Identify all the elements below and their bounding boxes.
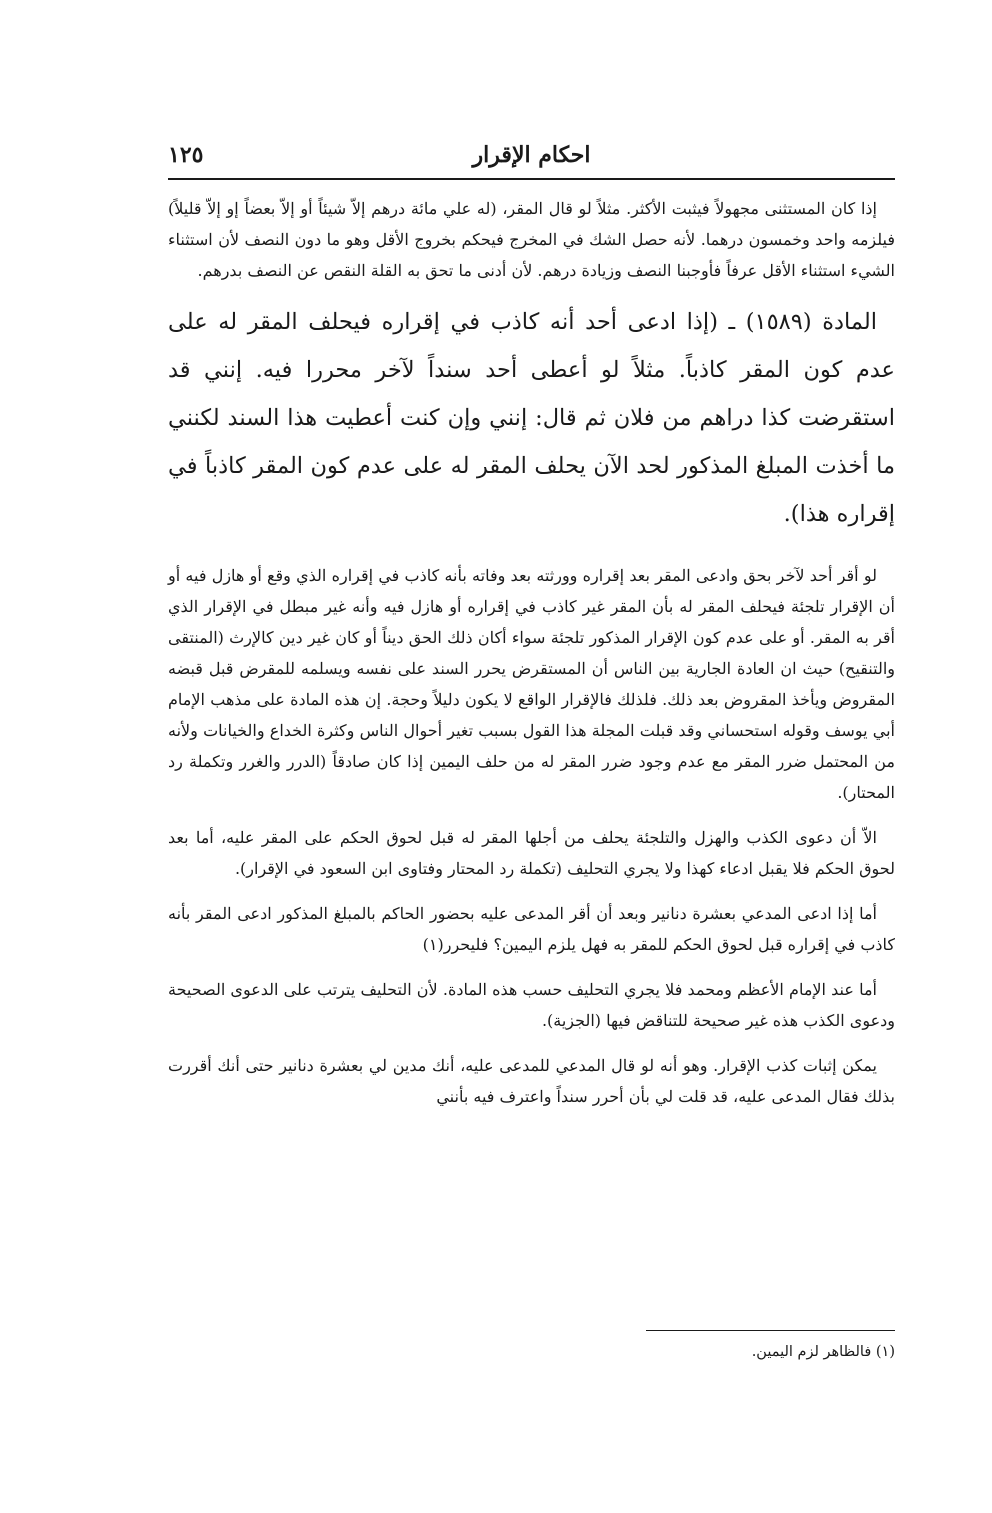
paragraph-commentary: لو أقر أحد لآخر بحق وادعى المقر بعد إقراره وورثته بعد وفاته بأنه كاذب في إقراره الذي وقع أو هازل فيه أو أن الإقرار تلجئة فيحلف المقر له بأن المقر غير كاذب في إقراره أو هازل فيه وأنه غير مبطل في الإقرار الذي أقر به المقر. أو على عدم كون الإقرار المذكور تلجئة سواء أكان ذلك الحق ديناً أو كان غير دين كالإرث (المنتقى والتنقيح) حيث ان العادة الجارية بين الناس أن المستقرض يحرر السند على نفسه ويسلمه للمقرض قبل قبضه المقروض ويأخذ المقروض بعد ذلك. فلذلك فالإقرار الواقع لا يكون دليلاً وحجة. إن هذه المادة على مذهب الإمام أبي يوسف وقوله استحساني وقد قبلت المجلة هذا القول بسبب تغير أحوال الناس وكثرة الخداع والخيانات ولأنه من المحتمل ضرر المقر مع عدم وجود ضرر المقر له من حلف اليمين إذا كان صادقاً (الدرر والغرر وتكملة رد المحتار).	[168, 566, 895, 802]
paragraph-before-judgment: الاّ أن دعوى الكذب والهزل والتلجئة يحلف من أجلها المقر له قبل لحوق الحكم على المقر عليه، أما بعد لحوق الحكم فلا يقبل ادعاء كهذا ولا يجري التحليف (تكملة رد المحتار وفتاوى ابن السعود في الإقرار).	[168, 828, 895, 878]
page-header	[168, 138, 895, 180]
article-1589: المادة (١٥٨٩) ـ (إذا ادعى أحد أنه كاذب في إقراره فيحلف المقر له على عدم كون المقر كاذباً. مثلاً لو أعطى أحد سنداً لآخر محررا فيه. إنني قد استقرضت كذا دراهم من فلان ثم قال: إنني وإن كنت أعطيت هذا السند لكنني ما أخذت المبلغ المذكور لحد الآن يحلف المقر له على عدم كون المقر كاذباً في إقراره هذا).	[168, 309, 895, 527]
footnote: (١) فالظاهر لزم اليمين.	[751, 1344, 895, 1360]
page-number: ١٢٥	[168, 142, 204, 168]
paragraph-exception: إذا كان المستثنى مجهولاً فيثبت الأكثر. مثلاً لو قال المقر، (له علي مائة درهم إلاّ شيئاً أو إلاّ بعضاً إو إلاّ قليلاً) فيلزمه واحد وخمسون درهما. لأنه حصل الشك في المخرج فيحكم بخروج الأقل وهو ما دون النصف لأن استثناء الشيء استثناء الأقل عرفاً فأوجبنا النصف وزيادة درهم. لأن أدنى ما تحق به القلة النقص عن النصف بدرهم.	[168, 199, 895, 280]
paragraph-ten-dinars: أما إذا ادعى المدعي بعشرة دنانير وبعد أن أقر المدعى عليه بحضور الحاكم بالمبلغ المذكور ادعى المقر بأنه كاذب في إقراره قبل لحوق الحكم للمقر به فهل يلزم اليمين؟ فليحرر(١)	[168, 904, 895, 954]
footnote-divider	[646, 1330, 895, 1331]
paragraph-imam-azam: أما عند الإمام الأعظم ومحمد فلا يجري التحليف حسب هذه المادة. لأن التحليف يترتب على الدعوى الصحيحة ودعوى الكذب هذه غير صحيحة للتناقض فيها (الجزية).	[168, 980, 895, 1030]
page-title: احكام الإقرار	[472, 142, 591, 168]
paragraph-proof-of-falsehood: يمكن إثبات كذب الإقرار. وهو أنه لو قال المدعي للمدعى عليه، أنك مدين لي بعشرة دنانير حتى أنك أقررت بذلك فقال المدعى عليه، قد قلت لي بأن أحرر سنداً واعترف فيه بأنني	[168, 1056, 895, 1106]
document-page	[168, 138, 895, 1112]
